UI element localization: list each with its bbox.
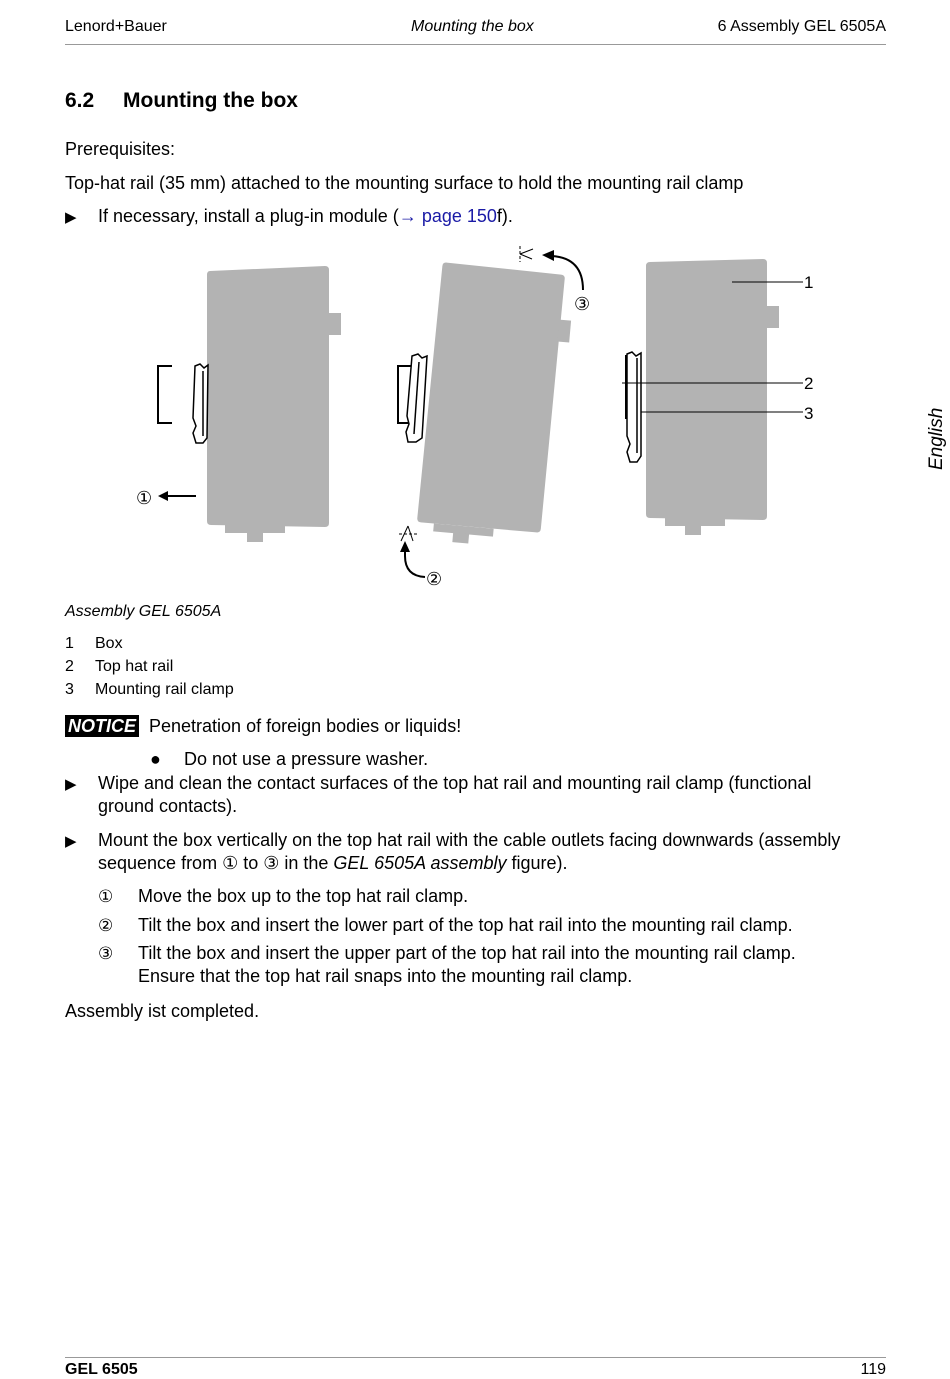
side-language-label: English [926,407,947,470]
step-mount-text-b: figure). [506,853,568,873]
callout-3: 3 [804,404,814,423]
step-mount-line1: Mount the box vertically on the top hat rail with the cable outlets facing downwards (assembly [98,830,841,850]
step-arrow-icon: ▶ [65,833,77,850]
box-step2 [415,262,575,551]
conclusion-text: Assembly ist completed. [65,1001,260,1021]
step-mount-text-a: sequence from ① to ③ in the [98,853,334,873]
page-number: 119 [860,1361,886,1378]
step-wipe-line2: ground contacts). [98,796,238,816]
step-arrow-icon: ▶ [65,776,77,793]
header-section: 6 Assembly GEL 6505A [717,18,886,35]
footer-divider [65,1357,886,1358]
notice-badge: NOTICE [65,715,139,737]
substep-text-1: Move the box up to the top hat rail clamp. [138,886,469,906]
notice-text: Penetration of foreign bodies or liquids! [149,716,462,736]
section-number: 6.2 [65,89,95,112]
legend-label-1: Box [95,635,123,652]
substep-text-2: Tilt the box and insert the lower part of the top hat rail into the mounting rail clamp. [138,915,793,935]
legend-num-1: 1 [65,635,74,652]
figure-caption: Assembly GEL 6505A [65,603,222,620]
box-step3 [626,259,779,535]
legend-num-2: 2 [65,658,74,675]
legend-num-3: 3 [65,681,74,698]
step2-marker: ② [426,569,443,589]
step-wipe-line1: Wipe and clean the contact surfaces of the top hat rail and mounting rail clamp (functional [98,773,812,793]
step-install-text: If necessary, install a plug-in module ( [98,206,399,226]
page-link[interactable]: → page 150 [398,206,497,226]
step1-marker: ① [136,488,153,508]
step-arrow-icon: ▶ [65,209,77,226]
prerequisite-text: Top-hat rail (35 mm) attached to the mounting surface to hold the mounting rail clamp [65,173,744,193]
legend-label-2: Top hat rail [95,658,174,675]
header-chapter-title: Mounting the box [411,18,534,35]
callout-1: 1 [804,273,814,292]
rail-step2 [398,354,427,442]
box-step1 [158,266,341,542]
substep-marker-3: ③ [98,944,114,963]
footer-product: GEL 6505 [65,1361,138,1378]
figure-reference: GEL 6505A assembly [333,853,507,873]
step2-arrow [405,548,425,577]
step-install-suffix: f). [496,206,513,226]
step-install-module [98,205,513,228]
substep-text-3: Tilt the box and insert the upper part of the top hat rail into the mounting rail clamp. [138,943,796,963]
step-mount-line2 [98,852,568,875]
legend-label-3: Mounting rail clamp [95,681,234,698]
step3-marker: ③ [574,294,591,314]
header-divider [65,44,886,45]
notice-bullet: Do not use a pressure washer. [184,749,429,769]
callout-2: 2 [804,374,814,393]
prerequisites-label: Prerequisites: [65,139,176,159]
section-title: Mounting the box [123,89,298,112]
bullet-icon: ● [150,749,161,769]
substep-marker-2: ② [98,916,114,935]
substep-text-3b: Ensure that the top hat rail snaps into the mounting rail clamp. [138,966,633,986]
assembly-figure [100,238,830,598]
header-brand: Lenord+Bauer [65,18,167,35]
substep-marker-1: ① [98,887,114,906]
